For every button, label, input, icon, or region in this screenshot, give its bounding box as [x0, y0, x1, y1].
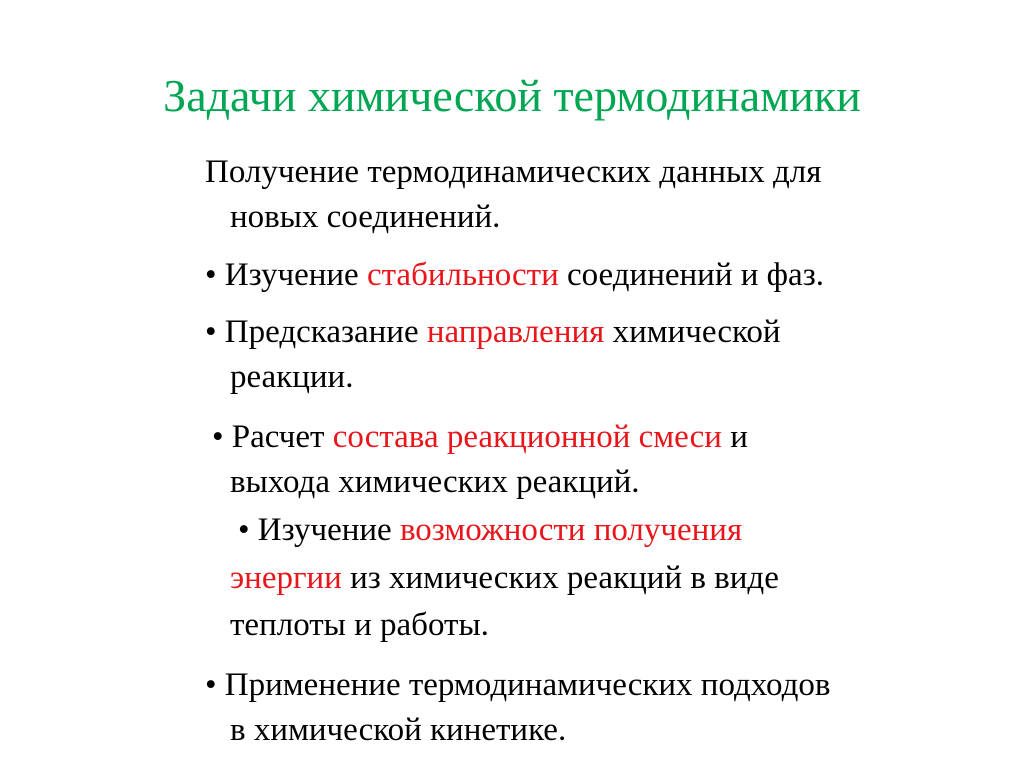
item-0-line-1: [205, 152, 821, 192]
item-2-text-cont: реакции.: [230, 359, 354, 395]
item-2-text-post: химической: [604, 314, 781, 350]
item-5-text-cont: в химической кинетике.: [230, 712, 567, 748]
item-4-text-pre: • Изучение: [238, 512, 400, 548]
item-0-text: Получение термодинамических данных для: [205, 154, 822, 190]
item-0-text-cont: новых соединений.: [230, 199, 501, 235]
item-5-text: • Применение термодинамических подходов: [205, 667, 831, 703]
item-1-line-1: [205, 255, 824, 295]
item-4-highlight-cont: энергии: [230, 560, 342, 596]
item-2-highlight: направления: [426, 314, 605, 350]
item-4-highlight: возможности получения: [399, 512, 743, 548]
item-3-text-cont: выхода химических реакций.: [230, 464, 640, 500]
item-1-highlight: стабильности: [366, 257, 559, 293]
item-4-line-1: [238, 510, 742, 550]
item-3-line-1: [212, 417, 748, 457]
item-4-text-post: из химических реакций в виде: [341, 560, 779, 596]
item-1-text-post: соединений и фаз.: [558, 257, 824, 293]
item-5-line-1: [205, 665, 830, 705]
item-1-text-pre: • Изучение: [205, 257, 367, 293]
item-3-text-post: и: [721, 419, 748, 455]
item-3-highlight: состава реакционной смеси: [332, 419, 722, 455]
item-0-line-2: [230, 197, 500, 237]
item-2-line-1: [205, 312, 781, 352]
item-2-text-pre: • Предсказание: [205, 314, 427, 350]
item-2-line-2: [230, 357, 353, 397]
item-5-line-2: [230, 710, 566, 750]
item-3-text-pre: • Расчет: [212, 419, 333, 455]
item-4-line-3: [230, 605, 489, 645]
item-3-line-2: [230, 462, 640, 502]
item-4-text-cont: теплоты и работы.: [230, 607, 489, 643]
slide-title: Задачи химической термодинамики: [163, 70, 861, 121]
item-4-line-2: [230, 558, 779, 598]
